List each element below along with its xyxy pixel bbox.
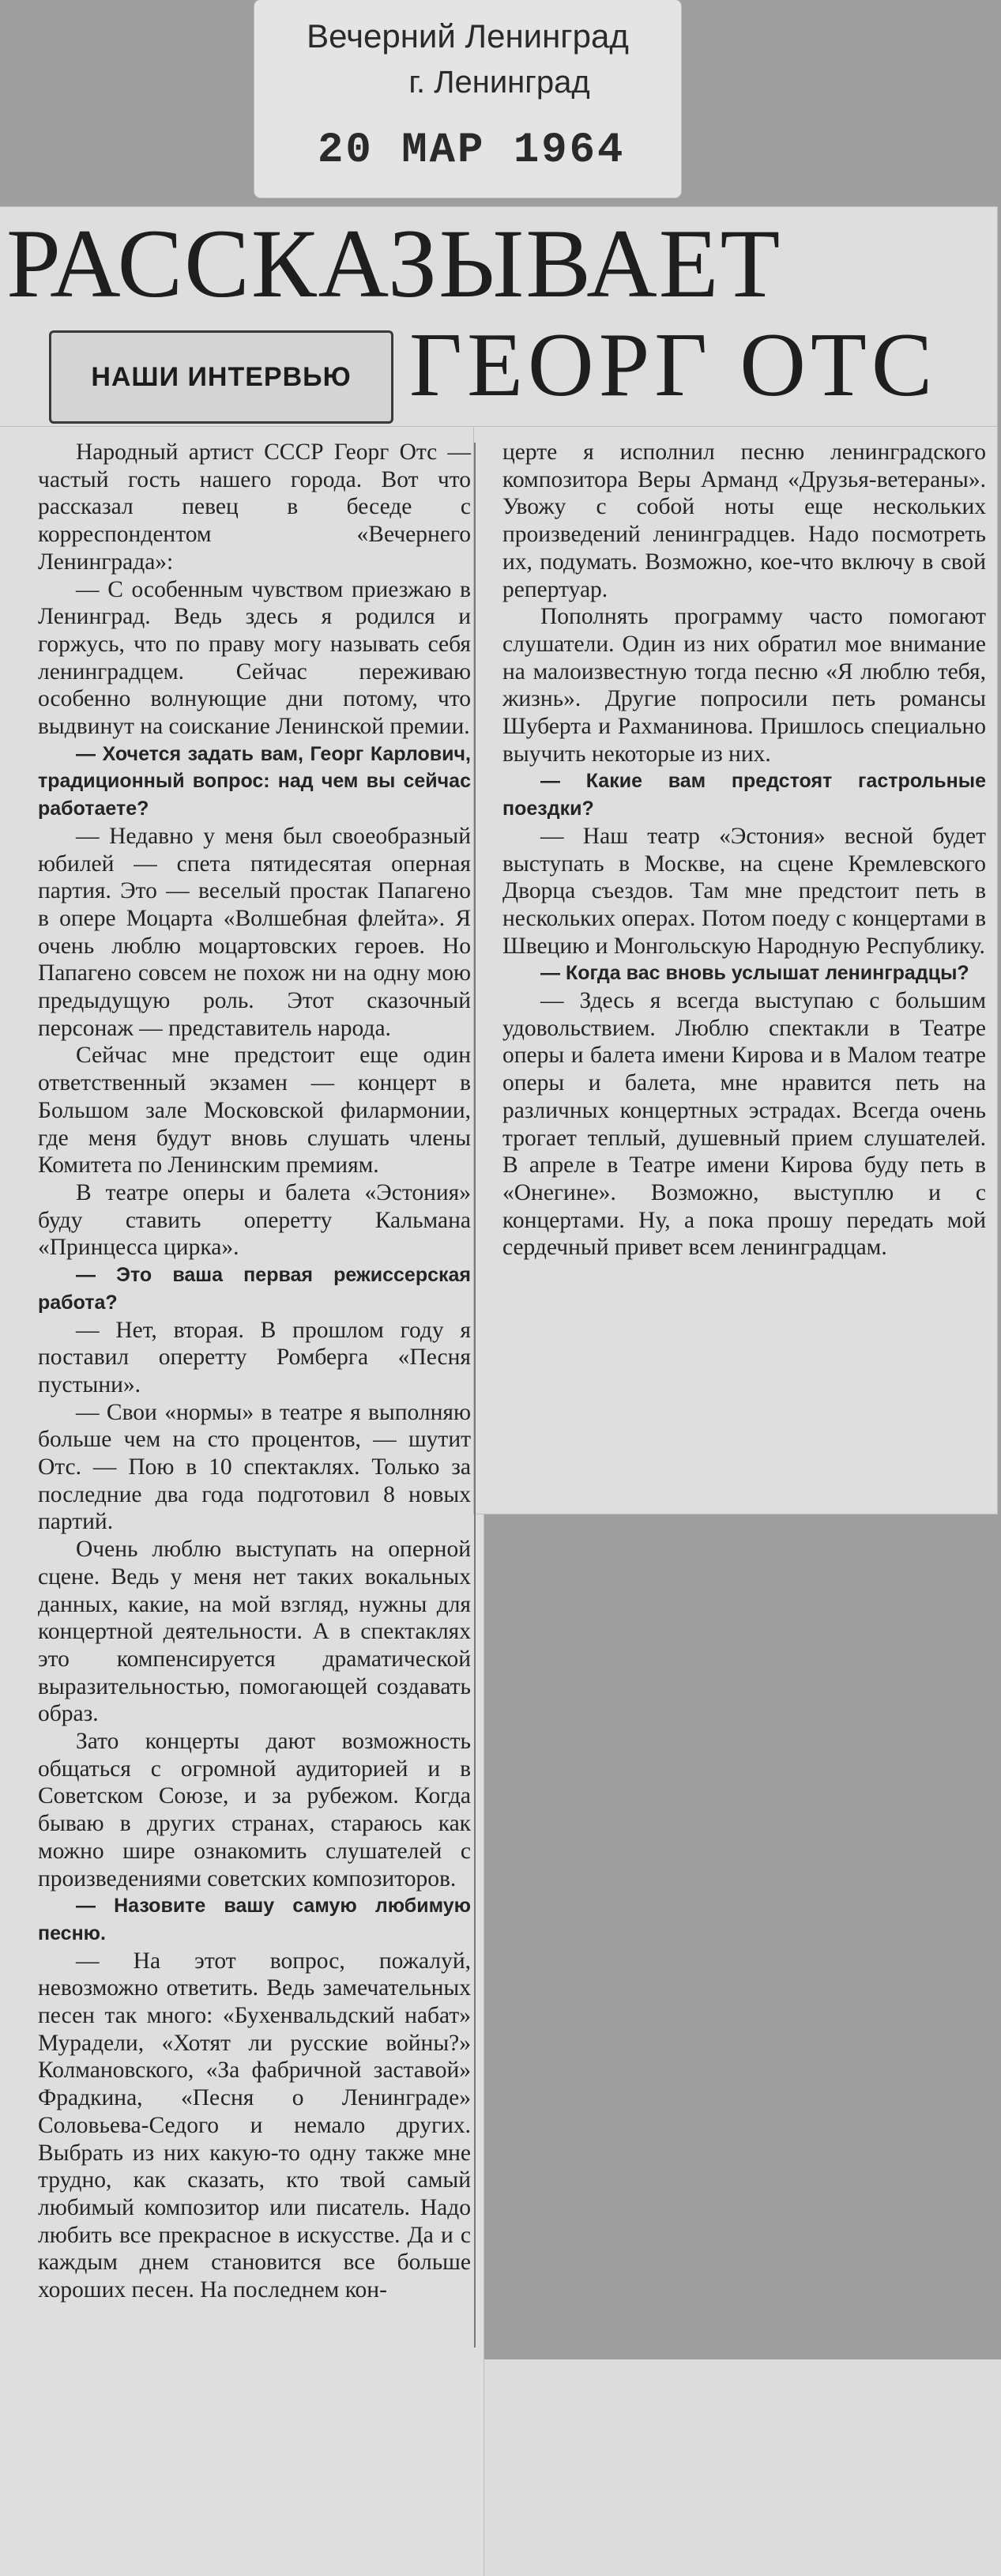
article-paragraph: — С особенным чувством приезжаю в Ленинград. Ведь здесь я родился и горжусь, что по праву могу называть себя ленинградцем. Сейчас переживаю особенно волнующие дни потому, что выдвинут на соискание Ленинской премии. — [38, 576, 471, 740]
stamp-newspaper: Вечерний Ленинград — [307, 17, 629, 55]
interview-question: — Когда вас вновь услышат ленинградцы? — [540, 962, 969, 985]
stamp-paper — [254, 0, 681, 198]
article-paragraph: Пополнять программу часто помогают слушатели. Один из них обратил мое внимание на малоизвестную тогда песню «Я люблю тебя, жизнь». Другие попросили петь романсы Шуберта и Рахманинова. Пришлось специально выучить некоторые из них. — [502, 604, 986, 767]
article-paragraph: В театре оперы и балета «Эстония» буду ставить оперетту Кальмана «Принцесса цирка». — [38, 1179, 471, 1261]
interview-question: — Хочется задать вам, Георг Карлович, традиционный вопрос: над чем вы сейчас работаете? — [38, 742, 471, 820]
article-paragraph: церте я исполнил песню ленинградского композитора Веры Арманд «Друзья-ветераны». Увожу с собой ноты еще нескольких произведений ленинградцев. Надо посмотреть их, подумать. Возможно, кое-что включу в свой репертуар. — [502, 439, 986, 602]
article-paragraph: Зато концерты дают возможность общаться с огромной аудиторией и в Советском Союзе, и за рубежом. Когда бываю в других странах, стараюсь как можно шире ознакомить слушателей с произведениями советских композиторов. — [38, 1729, 471, 1891]
article-column-left — [38, 439, 471, 2304]
interview-question: — Это ваша первая режиссерская работа? — [38, 1264, 471, 1314]
interview-question: — Какие вам предстоят гастрольные поездки? — [502, 770, 986, 820]
article-paragraph: — Наш театр «Эстония» весной будет выступать в Москве, на сцене Кремлевского Дворца съездов. Там мне предстоит петь в нескольких операх. Потом поеду с концертами в Швецию и Монгольскую Народную Республику. — [502, 823, 986, 959]
rubric-badge — [49, 330, 393, 424]
article-paragraph: Сейчас мне предстоит еще один ответственный экзамен — концерт в Большом зале Московской филармонии, где меня будут вновь слушать члены Комитета по Ленинским премиям. — [38, 1043, 471, 1179]
article-paragraph: — Здесь я всегда выступаю с большим удовольствием. Люблю спектакли в Театре оперы и балета имени Кирова и в Малом театре оперы и балета, мне нравится петь на различных концертных эстрадах. Всегда очень трогает теплый, душевный прием слушателей. В апреле в Театре имени Кирова буду петь в «Онегине». Возможно, выступлю и с концертами. Ну, а пока прошу передать мой сердечный привет всем ленинградцам. — [502, 988, 986, 1261]
column-rule — [474, 443, 476, 2348]
stamp-date: 20 МАР 1964 — [318, 126, 626, 175]
article-paragraph: — Недавно у меня был своеобразный юбилей — спета пятидесятая оперная партия. Это — веселый простак Папагено в опере Моцарта «Волшебная флейта». Я очень люблю моцартовских героев. Но Папагено совсем не похож ни на одну мою предыдущую роль. Этот сказочный персонаж — представитель народа. — [38, 823, 471, 1041]
article-paragraph: — Свои «нормы» в театре я выполняю больше чем на сто процентов, — шутит Отс. — Пою в 10 спектаклях. Только за последние два года подготовил 8 новых партий. — [38, 1399, 471, 1535]
article-column-right — [502, 439, 986, 1262]
article-paragraph: — Нет, вторая. В прошлом году я поставил оперетту Ромберга «Песня пустыни». — [38, 1317, 471, 1397]
headline-line2: ГЕОРГ ОТС — [409, 315, 938, 416]
stamp-city: г. Ленинград — [408, 65, 590, 100]
article-paragraph: Народный артист СССР Георг Отс — частый гость нашего города. Вот что рассказал певец в беседе с корреспондентом «Вечернего Ленинграда»: — [38, 439, 471, 575]
article-paragraph: Очень люблю выступать на оперной сцене. Ведь у меня нет таких вокальных данных, какие, на мой взгляд, нужны для концертной деятельности. А в спектаклях это компенсируется драматической выразительностью, помогающей создавать образ. — [38, 1537, 471, 1727]
headline-line1: РАССКАЗЫВАЕТ — [6, 209, 782, 318]
interview-question: — Назовите вашу самую любимую песню. — [38, 1895, 471, 1944]
rubric-label: НАШИ ИНТЕРВЬЮ — [91, 361, 352, 392]
article-paragraph: — На этот вопрос, пожалуй, невозможно ответить. Ведь замечательных песен так много: «Бухенвальдский набат» Мурадели, «Хотят ли русские войны?» Колмановского, «За фабричной заставой» Фрадкина, «Песня о Ленинграде» Соловьева-Седого и немало других. Выбрать из них какую-то одну также мне трудно, как сказать, кто твой самый любимый композитор или писатель. Надо любить все прекрасное в искусстве. Да и с каждым днем становится все больше хороших песен. На последнем кон- — [38, 1948, 471, 2303]
